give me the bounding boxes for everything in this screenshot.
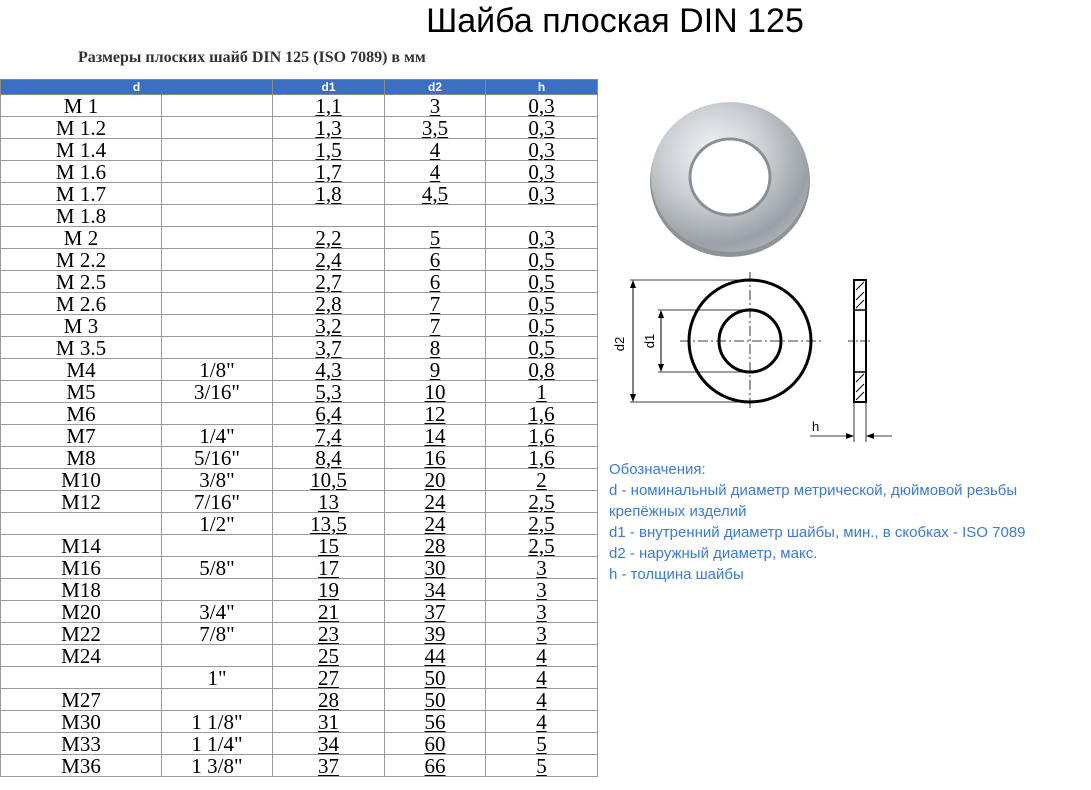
cell-metric-size: M 1.4 [1, 139, 162, 161]
cell-d1 [273, 205, 385, 227]
cell-metric-size: M30 [1, 711, 162, 733]
cell-h: 1,6 [486, 403, 598, 425]
cell-inch-size [162, 535, 273, 557]
table-header-row [1, 80, 598, 95]
legend-line-d-cont: крепёжных изделий [609, 503, 747, 520]
cell-inch-size [162, 161, 273, 183]
cell-d1: 23 [273, 623, 385, 645]
table-row [1, 139, 598, 161]
cell-d1: 27 [273, 667, 385, 689]
table-caption: Размеры плоских шайб DIN 125 (ISO 7089) в мм [78, 49, 426, 66]
cell-d2: 66 [385, 755, 486, 777]
cell-d1: 13,5 [273, 513, 385, 535]
cell-d1: 2,8 [273, 293, 385, 315]
table-row [1, 645, 598, 667]
cell-h: 3 [486, 579, 598, 601]
washer-size-table [0, 79, 598, 777]
cell-h: 3 [486, 601, 598, 623]
h-dimension-label: h [812, 419, 820, 434]
cell-d2: 37 [385, 601, 486, 623]
header-d1: d1 [273, 80, 385, 95]
cell-h: 1,6 [486, 447, 598, 469]
table-row [1, 711, 598, 733]
cell-d2: 4,5 [385, 183, 486, 205]
cell-metric-size [1, 513, 162, 535]
cell-inch-size [162, 337, 273, 359]
cell-d1: 19 [273, 579, 385, 601]
cell-metric-size: M22 [1, 623, 162, 645]
cell-d2: 24 [385, 491, 486, 513]
cell-d2: 3 [385, 95, 486, 117]
cell-inch-size: 1/2" [162, 513, 273, 535]
cell-metric-size: M 1.7 [1, 183, 162, 205]
cell-h: 2,5 [486, 535, 598, 557]
cell-inch-size: 5/8" [162, 557, 273, 579]
table-row [1, 249, 598, 271]
cell-inch-size: 1" [162, 667, 273, 689]
cell-h: 0,3 [486, 95, 598, 117]
table-row [1, 381, 598, 403]
legend [609, 459, 1089, 585]
cell-d2: 60 [385, 733, 486, 755]
table-row [1, 337, 598, 359]
cell-h: 0,3 [486, 139, 598, 161]
cell-h: 3 [486, 623, 598, 645]
cell-d2: 12 [385, 403, 486, 425]
cell-inch-size [162, 403, 273, 425]
cell-d1: 1,7 [273, 161, 385, 183]
cell-d2: 4 [385, 161, 486, 183]
cell-d1: 7,4 [273, 425, 385, 447]
cell-inch-size: 1 1/4" [162, 733, 273, 755]
cell-h: 0,5 [486, 271, 598, 293]
table-row [1, 601, 598, 623]
cell-d1: 1,5 [273, 139, 385, 161]
cell-inch-size [162, 689, 273, 711]
legend-heading: Обозначения: [609, 461, 706, 478]
cell-metric-size: M14 [1, 535, 162, 557]
cell-h [486, 205, 598, 227]
cell-d2: 10 [385, 381, 486, 403]
cell-inch-size: 3/4" [162, 601, 273, 623]
cell-d2: 16 [385, 447, 486, 469]
cell-d2: 6 [385, 271, 486, 293]
cell-metric-size: M18 [1, 579, 162, 601]
cell-inch-size [162, 183, 273, 205]
table-row [1, 579, 598, 601]
cell-d1: 37 [273, 755, 385, 777]
cell-metric-size: M4 [1, 359, 162, 381]
d1-dimension-label: d1 [642, 333, 657, 349]
washer-photo [648, 97, 812, 261]
table-row [1, 117, 598, 139]
cell-metric-size: M 2.6 [1, 293, 162, 315]
cell-d1: 2,7 [273, 271, 385, 293]
cell-inch-size: 3/16" [162, 381, 273, 403]
table-row [1, 271, 598, 293]
cell-inch-size: 5/16" [162, 447, 273, 469]
table-row [1, 513, 598, 535]
cell-h: 4 [486, 689, 598, 711]
cell-metric-size: M8 [1, 447, 162, 469]
table-row [1, 733, 598, 755]
washer-technical-drawing [600, 270, 900, 455]
cell-metric-size: M 1.6 [1, 161, 162, 183]
cell-d2: 44 [385, 645, 486, 667]
cell-d1: 1,8 [273, 183, 385, 205]
cell-inch-size [162, 271, 273, 293]
cell-d1: 6,4 [273, 403, 385, 425]
cell-h: 5 [486, 755, 598, 777]
cell-d1: 1,3 [273, 117, 385, 139]
cell-d1: 2,2 [273, 227, 385, 249]
cell-d2: 39 [385, 623, 486, 645]
cell-inch-size [162, 95, 273, 117]
cell-metric-size: M 1 [1, 95, 162, 117]
cell-h: 1,6 [486, 425, 598, 447]
cell-inch-size: 1 3/8" [162, 755, 273, 777]
cell-inch-size [162, 117, 273, 139]
cell-h: 0,3 [486, 117, 598, 139]
cell-d2: 24 [385, 513, 486, 535]
cell-d1: 28 [273, 689, 385, 711]
table-row [1, 491, 598, 513]
cell-h: 0,5 [486, 315, 598, 337]
table-row [1, 469, 598, 491]
cell-h: 1 [486, 381, 598, 403]
legend-line-d: d - номинальный диаметр метрической, дюймовой резьбы [609, 482, 1018, 499]
legend-line-d2: d2 - наружный диаметр, макс. [609, 545, 818, 562]
cell-inch-size [162, 205, 273, 227]
cell-d2: 6 [385, 249, 486, 271]
cell-d1: 10,5 [273, 469, 385, 491]
table-row [1, 315, 598, 337]
cell-d2: 5 [385, 227, 486, 249]
cell-metric-size [1, 667, 162, 689]
table-row [1, 293, 598, 315]
cell-h: 5 [486, 733, 598, 755]
table-row [1, 161, 598, 183]
table-row [1, 183, 598, 205]
cell-d2: 56 [385, 711, 486, 733]
cell-d1: 5,3 [273, 381, 385, 403]
cell-d2: 50 [385, 689, 486, 711]
cell-metric-size: M 3 [1, 315, 162, 337]
table-row [1, 447, 598, 469]
cell-h: 0,5 [486, 293, 598, 315]
cell-inch-size [162, 249, 273, 271]
table-row [1, 227, 598, 249]
table-body [1, 95, 598, 777]
cell-d2: 28 [385, 535, 486, 557]
table-row [1, 557, 598, 579]
table-row [1, 623, 598, 645]
cell-h: 4 [486, 645, 598, 667]
cell-inch-size: 1/8" [162, 359, 273, 381]
cell-metric-size: M36 [1, 755, 162, 777]
legend-line-h: h - толщина шайбы [609, 566, 744, 583]
cell-h: 0,5 [486, 249, 598, 271]
cell-metric-size: M 2.5 [1, 271, 162, 293]
cell-d2: 4 [385, 139, 486, 161]
header-d: d [1, 80, 273, 95]
cell-metric-size: M24 [1, 645, 162, 667]
cell-inch-size: 7/16" [162, 491, 273, 513]
cell-metric-size: M7 [1, 425, 162, 447]
cell-d1: 15 [273, 535, 385, 557]
cell-d1: 17 [273, 557, 385, 579]
cell-metric-size: M33 [1, 733, 162, 755]
page-title: Шайба плоская DIN 125 [426, 2, 804, 40]
cell-inch-size: 1 1/8" [162, 711, 273, 733]
cell-d2: 7 [385, 293, 486, 315]
cell-h: 0,3 [486, 227, 598, 249]
cell-d1: 13 [273, 491, 385, 513]
cell-metric-size: M 1.2 [1, 117, 162, 139]
cell-h: 0,8 [486, 359, 598, 381]
cell-metric-size: M10 [1, 469, 162, 491]
cell-d1: 1,1 [273, 95, 385, 117]
cell-h: 4 [486, 711, 598, 733]
cell-h: 2 [486, 469, 598, 491]
cell-metric-size: M 3.5 [1, 337, 162, 359]
table-row [1, 755, 598, 777]
cell-h: 0,3 [486, 161, 598, 183]
table-row [1, 359, 598, 381]
cell-d2: 14 [385, 425, 486, 447]
cell-metric-size: M27 [1, 689, 162, 711]
cell-metric-size: M5 [1, 381, 162, 403]
table-row [1, 205, 598, 227]
cell-inch-size [162, 139, 273, 161]
header-h: h [486, 80, 598, 95]
cell-h: 0,3 [486, 183, 598, 205]
table-row [1, 667, 598, 689]
cell-d2: 50 [385, 667, 486, 689]
cell-h: 3 [486, 557, 598, 579]
cell-h: 2,5 [486, 491, 598, 513]
cell-h: 4 [486, 667, 598, 689]
cell-h: 0,5 [486, 337, 598, 359]
cell-d2: 30 [385, 557, 486, 579]
cell-d1: 4,3 [273, 359, 385, 381]
cell-d1: 3,2 [273, 315, 385, 337]
cell-metric-size: M 2 [1, 227, 162, 249]
cell-metric-size: M 1.8 [1, 205, 162, 227]
d2-dimension-label: d2 [612, 336, 627, 352]
cell-metric-size: M16 [1, 557, 162, 579]
cell-metric-size: M6 [1, 403, 162, 425]
cell-d1: 3,7 [273, 337, 385, 359]
cell-d2 [385, 205, 486, 227]
cell-d2: 34 [385, 579, 486, 601]
cell-inch-size: 7/8" [162, 623, 273, 645]
legend-line-d1: d1 - внутренний диаметр шайбы, мин., в скобках - ISO 7089 [609, 524, 1026, 541]
table-row [1, 689, 598, 711]
cell-h: 2,5 [486, 513, 598, 535]
cell-metric-size: M20 [1, 601, 162, 623]
cell-inch-size: 1/4" [162, 425, 273, 447]
cell-inch-size [162, 579, 273, 601]
cell-d1: 31 [273, 711, 385, 733]
cell-d1: 34 [273, 733, 385, 755]
cell-inch-size [162, 315, 273, 337]
table-row [1, 95, 598, 117]
table-row [1, 425, 598, 447]
cell-inch-size [162, 645, 273, 667]
cell-d1: 2,4 [273, 249, 385, 271]
cell-inch-size [162, 227, 273, 249]
cell-d2: 9 [385, 359, 486, 381]
table-row [1, 403, 598, 425]
table-row [1, 535, 598, 557]
cell-d1: 25 [273, 645, 385, 667]
cell-metric-size: M12 [1, 491, 162, 513]
header-d2: d2 [385, 80, 486, 95]
cell-d1: 21 [273, 601, 385, 623]
cell-metric-size: M 2.2 [1, 249, 162, 271]
cell-inch-size [162, 293, 273, 315]
cell-d1: 8,4 [273, 447, 385, 469]
cell-d2: 3,5 [385, 117, 486, 139]
cell-d2: 8 [385, 337, 486, 359]
cell-d2: 7 [385, 315, 486, 337]
cell-inch-size: 3/8" [162, 469, 273, 491]
cell-d2: 20 [385, 469, 486, 491]
